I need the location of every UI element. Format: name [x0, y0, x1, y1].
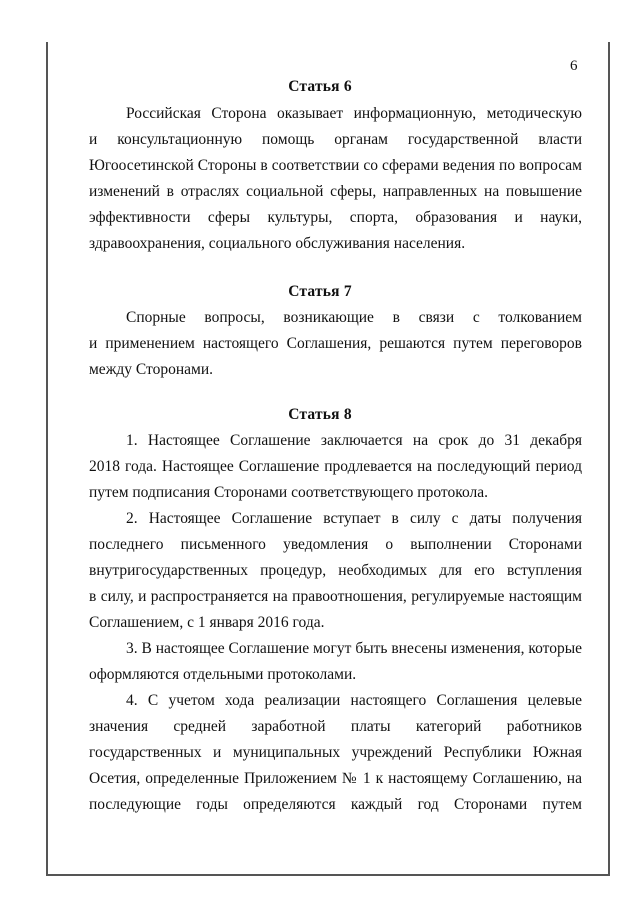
paragraph-line: Спорные вопросы, возникающие в связи с толкованием: [126, 309, 582, 326]
paragraph-line: 3. В настоящее Соглашение могут быть внесены изменения, которые: [126, 640, 582, 657]
paragraph-line: и применением настоящего Соглашения, решаются путем переговоров: [89, 335, 582, 352]
article-6-heading: Статья 6: [288, 78, 352, 95]
paragraph-line: путем подписания Сторонами соответствующего протокола.: [89, 484, 488, 501]
paragraph-line: в силу, и распространяется на правоотношения, регулируемые настоящим: [89, 588, 582, 605]
paragraph-line: значения средней заработной платы категорий работников: [89, 718, 582, 735]
paragraph-line: Югоосетинской Стороны в соответствии со сферами ведения по вопросам: [89, 157, 582, 174]
paragraph-line: последующие годы определяются каждый год Сторонами путем: [89, 796, 582, 813]
article-7-heading: Статья 7: [288, 283, 352, 300]
paragraph-line: здравоохранения, социального обслуживания населения.: [89, 235, 466, 252]
paragraph-line: Соглашением, с 1 января 2016 года.: [89, 614, 325, 631]
article-8-heading: Статья 8: [288, 406, 352, 423]
paragraph-line: 1. Настоящее Соглашение заключается на срок до 31 декабря: [126, 432, 582, 449]
paragraph-line: внутригосударственных процедур, необходимых для его вступления: [89, 562, 582, 579]
paragraph-line: государственных и муниципальных учреждений Республики Южная: [89, 744, 582, 761]
paragraph-line: оформляются отдельными протоколами.: [89, 666, 357, 683]
paragraph-line: последнего письменного уведомления о выполнении Сторонами: [89, 536, 582, 553]
paragraph-line: 2. Настоящее Соглашение вступает в силу с даты получения: [126, 510, 582, 527]
paragraph-line: 2018 года. Настоящее Соглашение продлевается на последующий период: [89, 458, 582, 475]
paragraph-line: Осетия, определенные Приложением № 1 к настоящему Соглашению, на: [89, 770, 582, 787]
paragraph-line: 4. С учетом хода реализации настоящего Соглашения целевые: [126, 692, 582, 709]
paragraph-line: между Сторонами.: [89, 361, 214, 378]
paragraph-line: эффективности сферы культуры, спорта, образования и науки,: [89, 209, 582, 226]
paragraph-line: изменений в отраслях социальной сферы, направленных на повышение: [89, 183, 582, 200]
paragraph-line: Российская Сторона оказывает информационную, методическую: [126, 105, 582, 122]
paragraph-line: и консультационную помощь органам государственной власти: [89, 131, 582, 148]
page-number: 6: [570, 58, 578, 74]
